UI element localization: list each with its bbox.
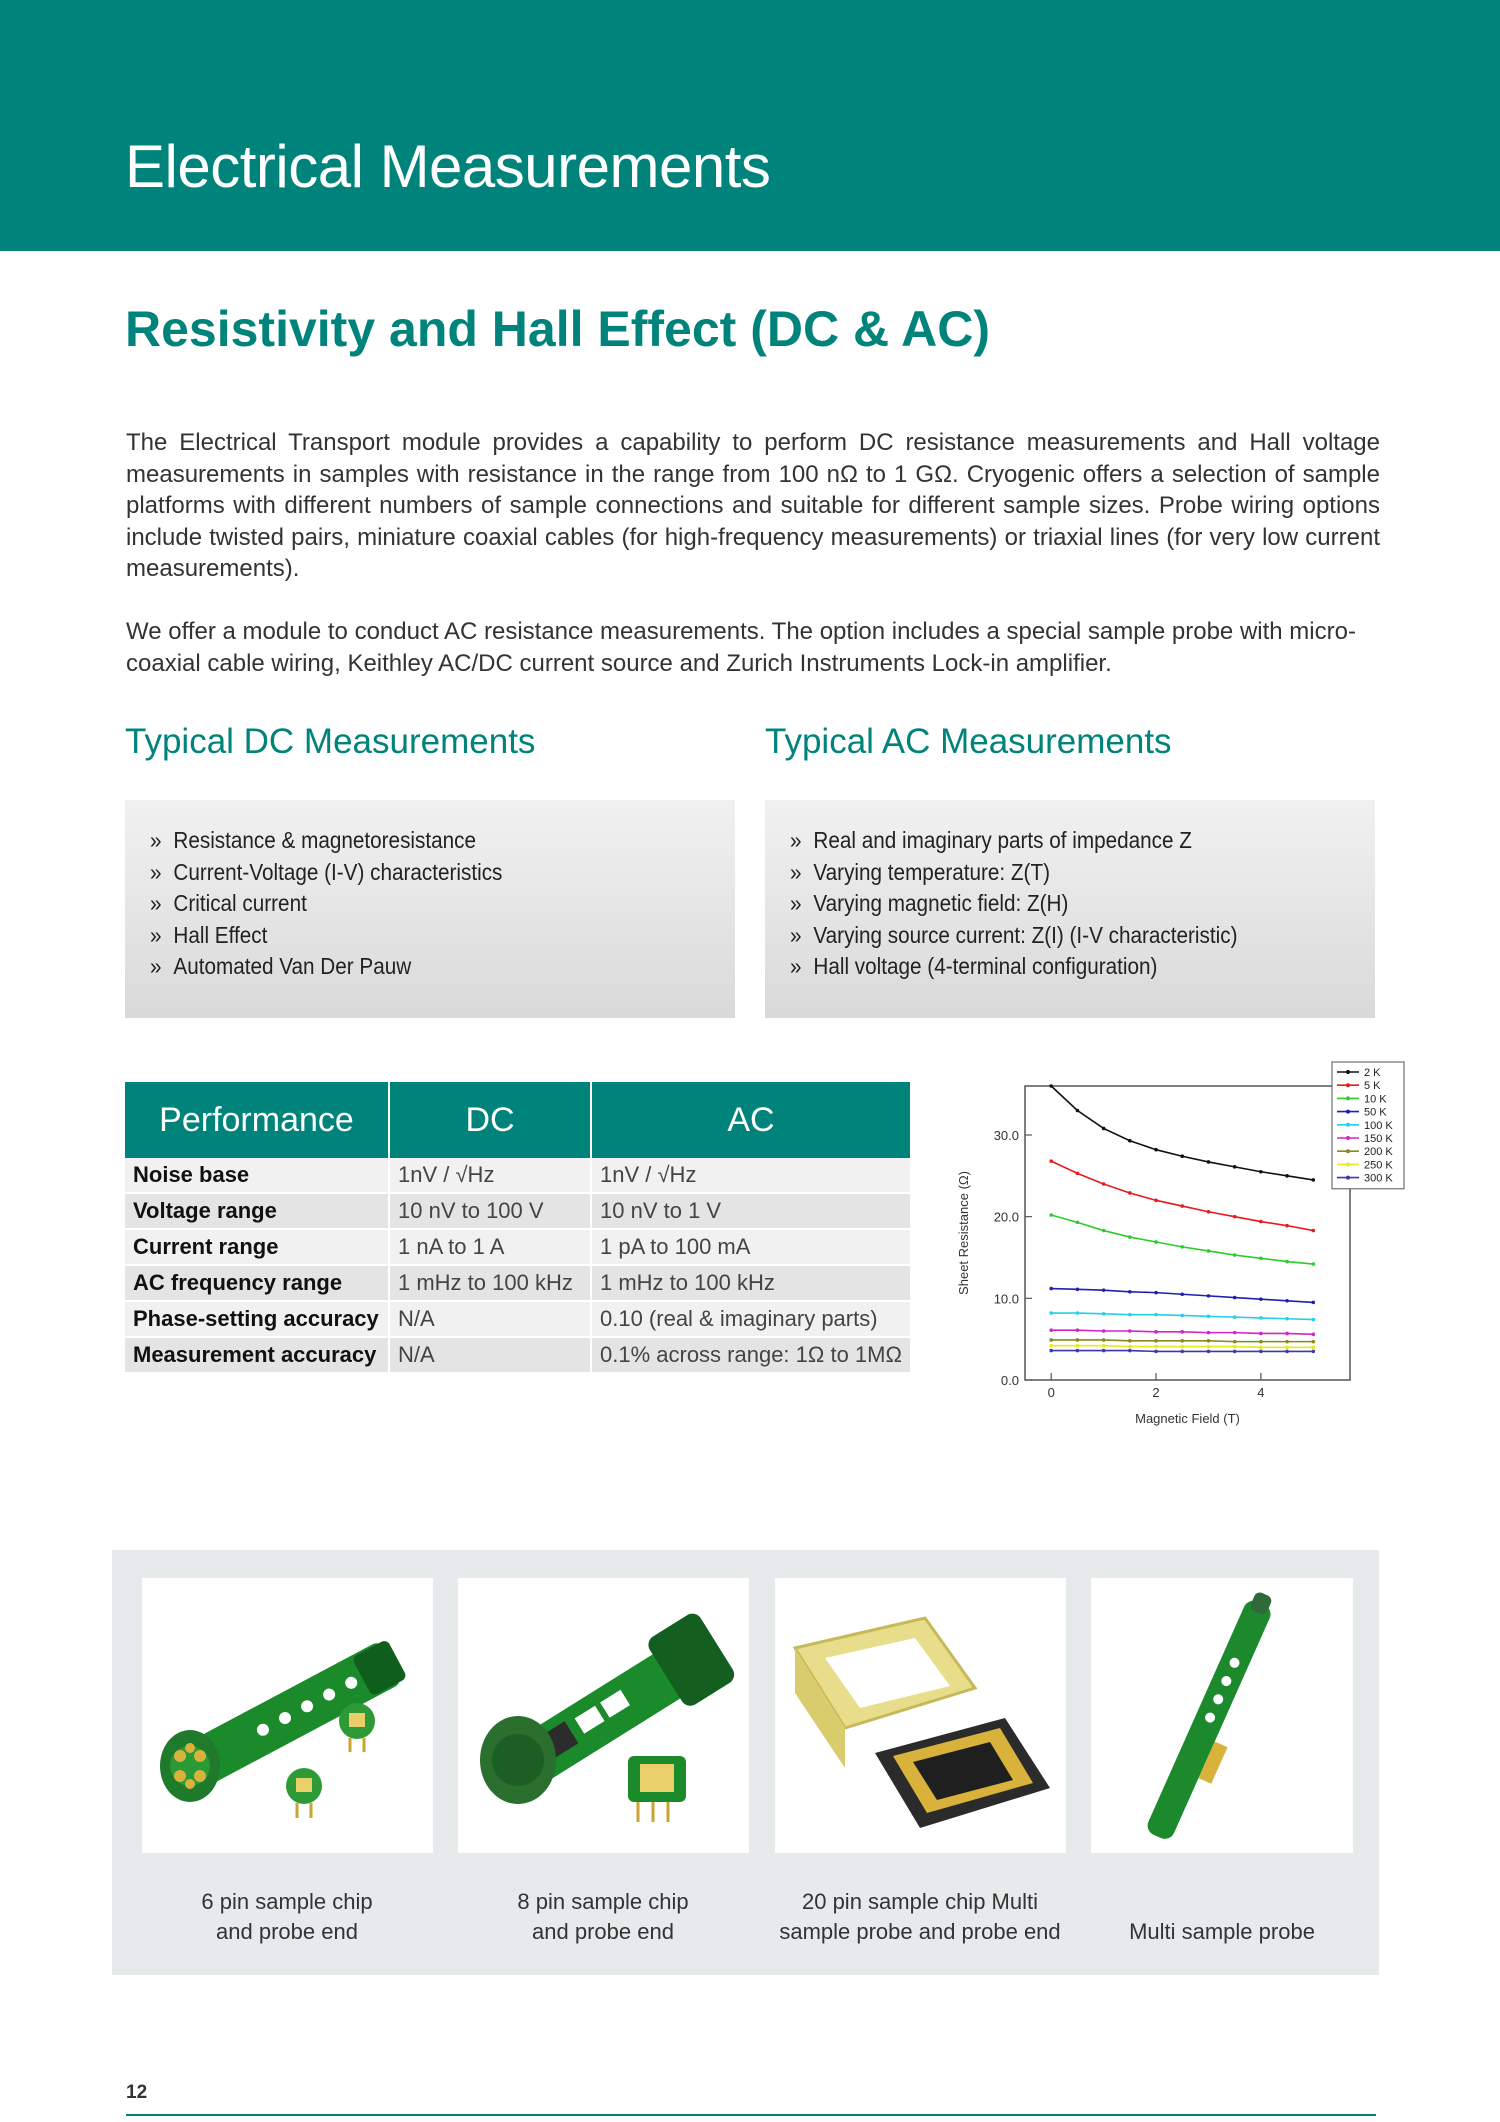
table-row <box>125 1338 910 1374</box>
data-point <box>1049 1213 1053 1217</box>
list-item: » Resistance & magnetoresistance <box>150 825 677 857</box>
data-point <box>1049 1344 1053 1348</box>
legend-marker <box>1346 1123 1350 1127</box>
data-point <box>1259 1170 1263 1174</box>
row-label: AC frequency range <box>125 1266 390 1302</box>
data-point <box>1312 1301 1316 1305</box>
data-point <box>1102 1312 1106 1316</box>
data-point <box>1259 1340 1263 1344</box>
data-point <box>1285 1340 1289 1344</box>
data-point <box>1049 1349 1053 1353</box>
data-point <box>1285 1350 1289 1354</box>
row-label: Current range <box>125 1230 390 1266</box>
data-point <box>1233 1340 1237 1344</box>
data-point <box>1076 1172 1080 1176</box>
data-point <box>1076 1109 1080 1113</box>
list-item: » Varying magnetic field: Z(H) <box>790 888 1317 920</box>
data-point <box>1102 1338 1106 1342</box>
list-item: » Hall Effect <box>150 920 677 952</box>
data-point <box>1128 1349 1132 1353</box>
data-point <box>1259 1297 1263 1301</box>
legend-label: 100 K <box>1364 1119 1393 1132</box>
column-header: Performance <box>125 1082 390 1158</box>
data-point <box>1259 1350 1263 1354</box>
legend-label: 300 K <box>1364 1172 1393 1185</box>
ac-value: 0.1% across range: 1Ω to 1MΩ <box>592 1338 910 1374</box>
data-point <box>1233 1345 1237 1349</box>
bullet-icon: » <box>790 921 802 948</box>
legend-marker <box>1346 1110 1350 1114</box>
data-point <box>1049 1084 1053 1088</box>
six-pin-probe-image <box>142 1578 433 1853</box>
y-axis-label: Sheet Resistance (Ω) <box>956 1171 971 1295</box>
data-point <box>1285 1346 1289 1350</box>
data-point <box>1207 1339 1211 1343</box>
data-point <box>1312 1262 1316 1266</box>
bullet-icon: » <box>150 827 162 853</box>
data-point <box>1154 1240 1158 1244</box>
data-point <box>1102 1127 1106 1131</box>
row-label: Voltage range <box>125 1194 390 1230</box>
product-gallery <box>112 1550 1379 1975</box>
data-point <box>1233 1165 1237 1169</box>
legend-label: 50 K <box>1364 1106 1387 1119</box>
data-point <box>1154 1345 1158 1349</box>
data-point <box>1076 1288 1080 1292</box>
list-item: » Hall voltage (4-terminal configuration) <box>790 951 1317 983</box>
data-point <box>1076 1328 1080 1332</box>
data-point <box>1076 1221 1080 1225</box>
table-header-row <box>125 1082 910 1158</box>
data-point <box>1259 1220 1263 1224</box>
bullet-icon: » <box>790 890 802 916</box>
data-point <box>1180 1245 1184 1249</box>
data-point <box>1076 1338 1080 1342</box>
data-point <box>1312 1350 1316 1354</box>
ac-value: 1nV / √Hz <box>592 1158 910 1194</box>
data-point <box>1207 1160 1211 1164</box>
data-point <box>1128 1329 1132 1333</box>
data-point <box>1180 1314 1184 1318</box>
dc-value: N/A <box>390 1338 592 1374</box>
data-point <box>1154 1350 1158 1354</box>
data-point <box>1180 1204 1184 1208</box>
bullet-icon: » <box>150 953 162 979</box>
page-number: 12 <box>126 2082 148 2103</box>
data-point <box>1180 1350 1184 1354</box>
data-point <box>1233 1350 1237 1354</box>
data-point <box>1312 1178 1316 1182</box>
data-point <box>1128 1290 1132 1294</box>
dc-value: 1 nA to 1 A <box>390 1230 592 1266</box>
performance-table <box>125 1082 910 1374</box>
legend-label: 150 K <box>1364 1133 1393 1145</box>
column-header: AC <box>592 1082 910 1158</box>
ac-value: 10 nV to 1 V <box>592 1194 910 1230</box>
data-point <box>1049 1328 1053 1332</box>
data-point <box>1049 1311 1053 1315</box>
data-point <box>1207 1249 1211 1253</box>
data-point <box>1102 1182 1106 1186</box>
legend-label: 2 K <box>1364 1067 1381 1079</box>
caption-8-pin-chip: 8 pin sample chip and probe end <box>517 1889 689 1944</box>
header-banner <box>0 0 1500 251</box>
data-point <box>1233 1215 1237 1219</box>
footer-rule <box>126 2114 1376 2116</box>
ac-title: Typical AC Measurements <box>765 722 1172 761</box>
dc-title: Typical DC Measurements <box>125 722 536 761</box>
eight-pin-probe-image <box>458 1578 749 1853</box>
y-tick-label: 10.0 <box>993 1291 1019 1307</box>
data-point <box>1049 1159 1053 1163</box>
data-point <box>1154 1199 1158 1203</box>
legend-marker <box>1346 1083 1350 1087</box>
row-label: Measurement accuracy <box>125 1338 390 1374</box>
data-point <box>1312 1229 1316 1233</box>
data-point <box>1154 1291 1158 1295</box>
bullet-icon: » <box>150 921 162 948</box>
table-row <box>125 1158 910 1194</box>
x-tick-label: 2 <box>1152 1385 1160 1400</box>
legend-label: 200 K <box>1364 1146 1393 1159</box>
list-item: » Real and imaginary parts of impedance Z <box>790 825 1317 857</box>
photo-20-pin-chip <box>775 1578 1066 1853</box>
data-point <box>1076 1344 1080 1348</box>
data-point <box>1207 1294 1211 1298</box>
list-item: » Varying temperature: Z(T) <box>790 857 1317 889</box>
data-point <box>1285 1224 1289 1228</box>
legend-marker <box>1346 1149 1350 1153</box>
data-point <box>1233 1253 1237 1257</box>
table-row <box>125 1266 910 1302</box>
data-point <box>1207 1350 1211 1354</box>
photo-multi-sample-probe <box>1091 1578 1353 1853</box>
bullet-icon: » <box>790 953 802 979</box>
data-point <box>1233 1331 1237 1335</box>
dc-value: 10 nV to 100 V <box>390 1194 592 1230</box>
bullet-icon: » <box>150 858 162 885</box>
ac-list <box>765 800 1375 983</box>
table-row <box>125 1302 910 1338</box>
photo-6-pin-chip <box>142 1578 433 1853</box>
data-point <box>1285 1317 1289 1321</box>
data-point <box>1285 1332 1289 1336</box>
legend-marker <box>1346 1096 1350 1100</box>
dc-value: N/A <box>390 1302 592 1338</box>
data-point <box>1076 1311 1080 1315</box>
data-point <box>1102 1329 1106 1333</box>
x-tick-label: 4 <box>1257 1385 1265 1400</box>
multi-sample-probe-image <box>1091 1578 1353 1853</box>
data-point <box>1285 1299 1289 1303</box>
data-point <box>1128 1139 1132 1143</box>
page-title: Electrical Measurements <box>125 133 771 200</box>
table-row <box>125 1230 910 1266</box>
ac-paragraph: We offer a module to conduct AC resistance measurements. The option includes a special sample probe with micro-coaxial cable wiring, Keithley AC/DC current source and Zurich Instruments Lock-in amplifier. <box>126 618 1356 677</box>
data-point <box>1285 1260 1289 1264</box>
legend-label: 10 K <box>1364 1093 1387 1106</box>
column-header: DC <box>390 1082 592 1158</box>
data-point <box>1154 1148 1158 1152</box>
ac-value: 1 pA to 100 mA <box>592 1230 910 1266</box>
list-item: » Current-Voltage (I-V) characteristics <box>150 857 677 889</box>
caption-20-pin-chip: 20 pin sample chip Multi sample probe and probe end <box>779 1889 1061 1944</box>
y-tick-label: 30.0 <box>993 1128 1019 1143</box>
data-point <box>1285 1174 1289 1178</box>
table-row <box>125 1194 910 1230</box>
data-point <box>1233 1296 1237 1300</box>
y-tick-label: 20.0 <box>993 1209 1019 1225</box>
data-point <box>1049 1287 1053 1291</box>
data-point <box>1312 1340 1316 1344</box>
data-point <box>1102 1229 1106 1233</box>
legend-label: 5 K <box>1364 1080 1381 1093</box>
y-tick-label: 0.0 <box>1000 1373 1019 1388</box>
photo-8-pin-chip <box>458 1578 749 1853</box>
list-item: » Varying source current: Z(I) (I-V characteristic) <box>790 920 1317 952</box>
data-point <box>1128 1313 1132 1317</box>
data-point <box>1312 1332 1316 1336</box>
data-point <box>1128 1339 1132 1343</box>
data-point <box>1312 1318 1316 1322</box>
data-point <box>1154 1339 1158 1343</box>
row-label: Phase-setting accuracy <box>125 1302 390 1338</box>
data-point <box>1259 1316 1263 1320</box>
data-point <box>1049 1338 1053 1342</box>
x-axis-label: Magnetic Field (T) <box>1135 1411 1240 1426</box>
twenty-pin-chip-image <box>775 1578 1066 1853</box>
data-point <box>1259 1257 1263 1261</box>
list-item: » Automated Van Der Pauw <box>150 951 677 983</box>
data-point <box>1128 1235 1132 1239</box>
dc-list <box>125 800 735 983</box>
caption-6-pin-chip: 6 pin sample chip and probe end <box>201 1889 373 1944</box>
legend-marker <box>1346 1070 1350 1074</box>
intro-paragraph: The Electrical Transport module provides a capability to perform DC resistance measurements and Hall voltage measurements in samples with resistance in the range from 100 nΩ to 1 GΩ. Cryogenic offers a selection of sample platforms with different numbers of sample connections and suitable for different sample sizes. Probe wiring options include twisted pairs, miniature coaxial cables (for high-frequency measurements) or triaxial lines (for very low current measurements). <box>126 429 1380 582</box>
data-point <box>1259 1346 1263 1350</box>
bullet-icon: » <box>790 858 802 885</box>
dc-measurements-box <box>125 800 735 1018</box>
data-point <box>1180 1292 1184 1296</box>
data-point <box>1180 1345 1184 1349</box>
data-point <box>1154 1330 1158 1334</box>
data-point <box>1312 1346 1316 1350</box>
row-label: Noise base <box>125 1158 390 1194</box>
bullet-icon: » <box>150 890 162 916</box>
data-point <box>1102 1344 1106 1348</box>
ac-value: 1 mHz to 100 kHz <box>592 1266 910 1302</box>
legend-marker <box>1346 1136 1350 1140</box>
data-point <box>1154 1313 1158 1317</box>
data-point <box>1180 1330 1184 1334</box>
legend-marker <box>1346 1162 1350 1166</box>
data-point <box>1128 1191 1132 1195</box>
dc-value: 1nV / √Hz <box>390 1158 592 1194</box>
data-point <box>1076 1349 1080 1353</box>
sheet-resistance-chart <box>950 1058 1410 1448</box>
ac-measurements-box <box>765 800 1375 1018</box>
section-title: Resistivity and Hall Effect (DC & AC) <box>125 301 990 357</box>
data-point <box>1207 1315 1211 1319</box>
data-point <box>1207 1345 1211 1349</box>
data-point <box>1207 1210 1211 1214</box>
bullet-icon: » <box>790 827 802 853</box>
list-item: » Critical current <box>150 888 677 920</box>
data-point <box>1259 1332 1263 1336</box>
ac-value: 0.10 (real & imaginary parts) <box>592 1302 910 1338</box>
legend-label: 250 K <box>1364 1159 1393 1172</box>
data-point <box>1102 1288 1106 1292</box>
caption-multi-sample-probe: Multi sample probe <box>1129 1919 1315 1944</box>
data-point <box>1207 1331 1211 1335</box>
x-tick-label: 0 <box>1047 1385 1055 1400</box>
data-point <box>1180 1154 1184 1158</box>
data-point <box>1233 1315 1237 1319</box>
data-point <box>1128 1345 1132 1349</box>
legend-marker <box>1346 1176 1350 1180</box>
data-point <box>1180 1339 1184 1343</box>
plot-frame <box>1025 1086 1350 1380</box>
data-point <box>1102 1349 1106 1353</box>
dc-value: 1 mHz to 100 kHz <box>390 1266 592 1302</box>
